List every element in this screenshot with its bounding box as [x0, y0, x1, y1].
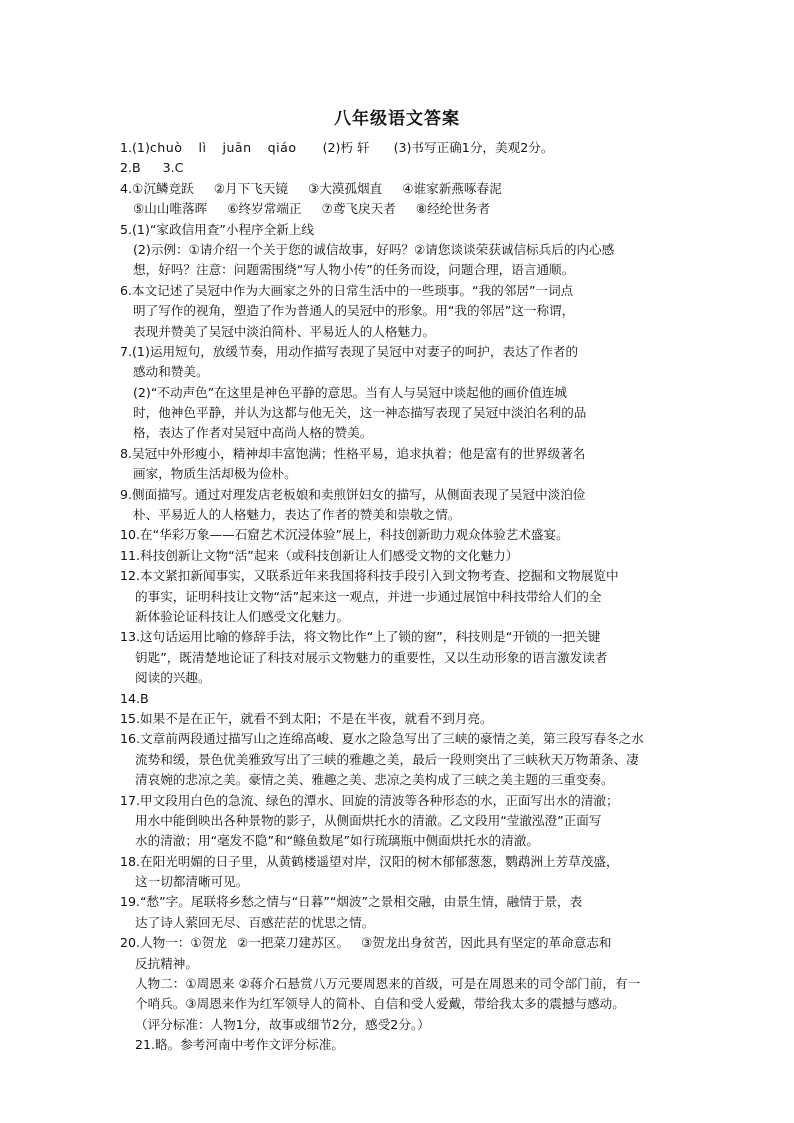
answer-10: 10.在“华彩万象——石窟艺术沉浸体验”展上，科技创新助力观众体验艺术盛宴。	[120, 527, 569, 543]
answer-2-3: 2.B 3.C	[120, 160, 184, 176]
answer-5-line-1: 5.(1)“家政信用查”小程序全新上线	[120, 221, 315, 237]
answer-20-line-4: 个哨兵。③周恩来作为红军领导人的简朴、自信和受人爱戴，带给我太多的震撼与感动。	[135, 996, 625, 1012]
answer-19-line-2: 达了诗人萦回无尽、百感茫茫的忧思之情。	[135, 914, 375, 930]
answer-7-line-2: 感动和赞美。	[133, 364, 209, 380]
answer-12-line-3: 新体验论证科技让人们感受文化魅力。	[135, 608, 350, 624]
page-title: 八年级语文答案	[334, 109, 460, 129]
answer-6-line-2: 明了写作的视角，塑造了作为普通人的吴冠中的形象。用“我的邻居”这一称谓，	[133, 303, 575, 319]
answer-18-line-1: 18.在阳光明媚的日子里，从黄鹤楼遥望对岸，汉阳的树木郁郁葱葱，鹦鹉洲上芳草茂盛，	[120, 853, 619, 869]
answer-9-line-2: 朴、平易近人的人格魅力，表达了作者的赞美和崇敬之情。	[133, 507, 461, 523]
answer-13-line-1: 13.这句话运用比喻的修辞手法，将文物比作“上了锁的窗”，科技则是“开锁的一把关键	[120, 629, 601, 645]
answer-11: 11.科技创新让文物“活”起来（或科技创新让人们感受文物的文化魅力）	[120, 547, 519, 563]
answer-1: 1.(1)chuò lì juān qiáo (2)朽 轩 (3)书写正确1分，美观2分。	[120, 140, 554, 155]
answer-9-line-1: 9.侧面描写。通过对理发店老板娘和卖煎饼妇女的描写，从侧面表现了吴冠中淡泊俭	[120, 486, 586, 502]
answer-16-line-2: 流势和缓，景色优美雅致写出了三峡的雅趣之美，最后一段则突出了三峡秋天万物萧条、凄	[135, 751, 639, 767]
answer-4-line-1: 4.①沉鳞竞跃 ②月下飞天镜 ③大漠孤烟直 ④谁家新燕啄春泥	[120, 180, 502, 196]
answer-17-line-3: 水的清澈；用“毫发不隐”和“鲦鱼数尾”如行琉璃瓶中侧面烘托水的清澈。	[135, 833, 539, 849]
answer-16-line-3: 清哀婉的悲凉之美。豪情之美、雅趣之美、悲凉之美构成了三峡之美主题的三重变奏。	[135, 772, 614, 788]
answer-5-line-2: (2)示例：①请介绍一个关于您的诚信故事，好吗？②请您谈谈荣获诚信标兵后的内心感	[133, 241, 615, 257]
answer-17-line-2: 用水中能倒映出各种景物的影子，从侧面烘托水的清澈。乙文段用“莹澈泓澄”正面写	[135, 812, 602, 828]
answer-14: 14.B	[120, 690, 149, 706]
answer-6-line-3: 表现并赞美了吴冠中淡泊简朴、平易近人的人格魅力。	[133, 323, 436, 339]
answer-7-line-4: 时，他神色平静，并认为这都与他无关，这一神态描写表现了吴冠中淡泊名利的品	[133, 405, 587, 421]
answer-7-line-5: 格，表达了作者对吴冠中高尚人格的赞美。	[133, 425, 373, 441]
answer-20-line-2: 反抗精神。	[135, 955, 198, 971]
answer-13-line-2: 钥匙”，既清楚地论证了科技对展示文物魅力的重要性，又以生动形象的语言激发读者	[135, 649, 608, 665]
answer-19-line-1: 19.“愁”字。尾联将乡愁之情与“日暮”“烟波”之景相交融，由景生情，融情于景，表	[120, 894, 583, 910]
answer-6-line-1: 6.本文记述了吴冠中作为大画家之外的日常生活中的一些琐事。“我的邻居”一词点	[120, 282, 574, 298]
answer-20-line-3: 人物二：①周恩来 ②蒋介石悬赏八万元要周恩来的首级，可是在周恩来的司令部门前，有一	[135, 976, 641, 992]
answer-20-line-5: （评分标准：人物1分，故事或细节2分，感受2分。）	[135, 1016, 430, 1032]
answer-list	[120, 138, 690, 1056]
answer-21: 21.略。参考河南中考作文评分标准。	[135, 1037, 344, 1053]
answer-13-line-3: 阅读的兴趣。	[135, 670, 211, 686]
answer-15: 15.如果不是在正午，就看不到太阳；不是在半夜，就看不到月亮。	[120, 710, 493, 726]
answer-17-line-1: 17.甲文段用白色的急流、绿色的潭水、回旋的清波等各种形态的水，正面写出水的清澈；	[120, 792, 619, 808]
answer-5-line-3: 想，好吗？注意：问题需围绕“写人物小传”的任务而设，问题合理，语言通顺。	[133, 262, 575, 278]
answer-4-line-2: ⑤山山唯落晖 ⑥终岁常端正 ⑦鸢飞戾天者 ⑧经纶世务者	[133, 201, 491, 217]
answer-16-line-1: 16.文章前两段通过描写山之连绵高峻、夏水之险急写出了三峡的豪情之美，第三段写春冬之水	[120, 731, 644, 747]
answer-20-line-1: 20.人物一：①贺龙 ②一把菜刀建苏区。 ③贺龙出身贫苦，因此具有坚定的革命意志和	[120, 935, 612, 951]
answer-12-line-2: 的事实，证明科技让文物“活”起来这一观点，并进一步通过展馆中科技带给人们的全	[135, 588, 602, 604]
answer-8-line-2: 画家，物质生活却极为俭朴。	[133, 466, 297, 482]
answer-18-line-2: 这一切都清晰可见。	[135, 874, 249, 890]
answer-12-line-1: 12.本文紧扣新闻事实，又联系近年来我国将科技手段引入到文物考查、挖掘和文物展览中	[120, 568, 619, 584]
answer-8-line-1: 8.吴冠中外形瘦小，精神却丰富饱满；性格平易，追求执着；他是富有的世界级著名	[120, 445, 586, 461]
answer-7-line-1: 7.(1)运用短句，放缓节奏，用动作描写表现了吴冠中对妻子的呵护，表达了作者的	[120, 343, 579, 359]
answer-7-line-3: (2)“不动声色”在这里是神色平静的意思。当有人与吴冠中谈起他的画价值连城	[133, 384, 567, 400]
